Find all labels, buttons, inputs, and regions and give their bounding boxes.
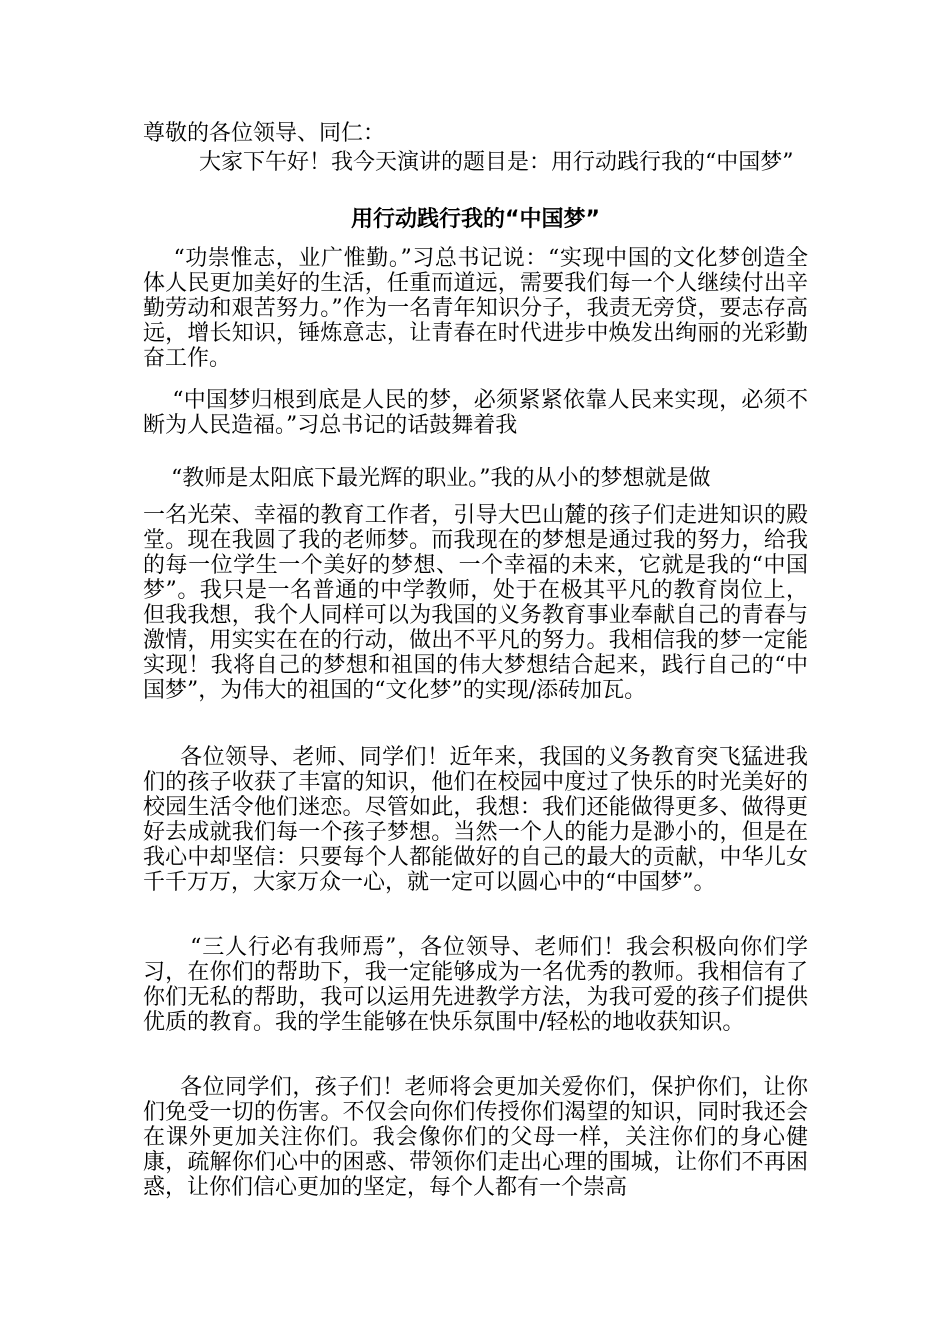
paragraph-7: 各位同学们，孩子们！老师将会更加关爱你们，保护你们，让你们免受一切的伤害。不仅会向你们传授你们渴望的知识，同时我还会在课外更加关注你们。我会像你们的父母一样，关注你们的身心健康，疏解你们心中的困惑、带领你们走出心理的围城，让你们不再困惑，让你们信心更加的坚定，每个人都有一个崇高 bbox=[143, 1075, 808, 1200]
intro-line: 大家下午好！我今天演讲的题目是：用行动践行我的“中国梦” bbox=[143, 150, 794, 175]
paragraph-5: 各位领导、老师、同学们！近年来，我国的义务教育突飞猛进我们的孩子收获了丰富的知识，他们在校园中度过了快乐的时光美好的校园生活令他们迷恋。尽管如此，我想：我们还能做得更多、做得更好去成就我们每一个孩子梦想。当然一个人的能力是渺小的，但是在我心中却坚信：只要每个人都能做好的自己的最大的贡献，中华儿女千千万万，大家万众一心，就一定可以圆心中的“中国梦”。 bbox=[143, 745, 808, 895]
salutation: 尊敬的各位领导、同仁： bbox=[143, 121, 386, 146]
paragraph-3: “教师是太阳底下最光辉的职业。”我的从小的梦想就是做 bbox=[143, 466, 711, 491]
paragraph-2: “中国梦归根到底是人民的梦，必须紧紧依靠人民来实现，必须不断为人民造福。”习总书记的话鼓舞着我 bbox=[143, 388, 808, 438]
speech-title: 用行动践行我的“中国梦” bbox=[351, 207, 600, 232]
paragraph-6: “三人行必有我师焉”，各位领导、老师们！我会积极向你们学习，在你们的帮助下，我一定能够成为一名优秀的教师。我相信有了你们无私的帮助，我可以运用先进教学方法，为我可爱的孩子们提供优质的教育。我的学生能够在快乐氛围中/轻松的地收获知识。 bbox=[143, 935, 808, 1035]
paragraph-1: “功崇惟志，业广惟勤。”习总书记说：“实现中国的文化梦创造全体人民更加美好的生活，任重而道远，需要我们每一个人继续付出辛勤劳动和艰苦努力。”作为一名青年知识分子，我责无旁贷，要志存高远，增长知识，锤炼意志，让青春在时代进步中焕发出绚丽的光彩勤奋工作。 bbox=[143, 246, 808, 371]
paragraph-4: 一名光荣、幸福的教育工作者，引导大巴山麓的孩子们走进知识的殿堂。现在我圆了我的老师梦。而我现在的梦想是通过我的努力，给我的每一位学生一个美好的梦想、一个幸福的未来，它就是我的“中国梦”。我只是一名普通的中学教师，处于在极其平凡的教育岗位上，但我我想，我个人同样可以为我国的义务教育事业奉献自己的青春与激情，用实实在在的行动，做出不平凡的努力。我相信我的梦一定能实现！我将自己的梦想和祖国的伟大梦想结合起来，践行自己的“中国梦”，为伟大的祖国的“文化梦”的实现/添砖加瓦。 bbox=[143, 503, 808, 703]
